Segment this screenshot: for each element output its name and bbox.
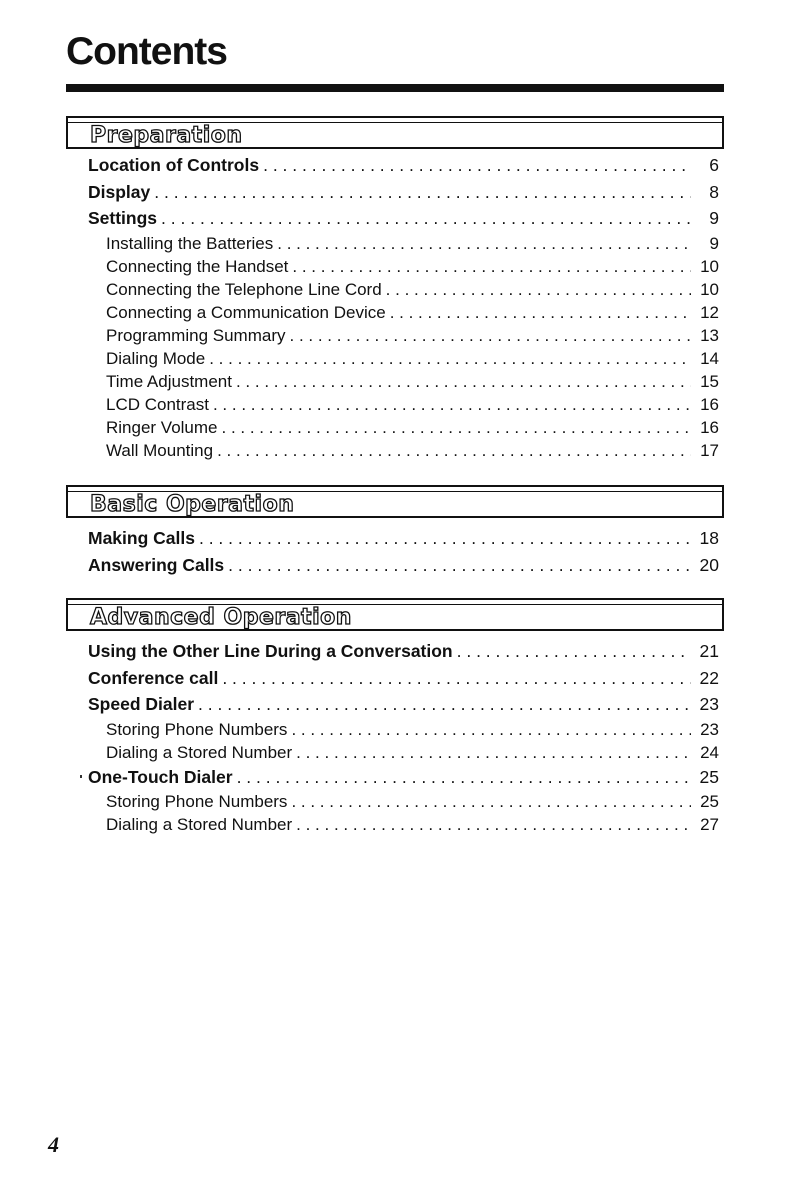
section-title: Basic Operation — [90, 492, 295, 517]
toc-entries — [66, 638, 724, 836]
toc-entry-label: Display — [88, 181, 151, 202]
toc-entry[interactable] — [88, 232, 719, 255]
toc-entry-page: 14 — [700, 348, 719, 368]
toc-entry[interactable] — [88, 393, 719, 416]
toc-entry-page: 18 — [699, 528, 719, 548]
section-header — [66, 598, 724, 631]
toc-entry-page: 10 — [700, 256, 719, 276]
leader-dots — [213, 393, 691, 416]
toc-entry[interactable] — [88, 255, 719, 278]
toc-entry-label: Installing the Batteries — [106, 233, 274, 253]
section-header — [66, 116, 724, 149]
toc-entry-label: Location of Controls — [88, 155, 260, 175]
leader-dots — [198, 691, 691, 718]
toc-entry-page: 13 — [700, 325, 719, 345]
leader-dots — [296, 813, 691, 836]
toc-entry-page: 15 — [700, 371, 719, 391]
toc-entry-label: Ringer Volume — [106, 417, 218, 437]
leader-dots — [292, 255, 691, 278]
leader-dots — [291, 790, 691, 813]
toc-entry[interactable] — [88, 179, 719, 206]
toc-entry-page: 23 — [699, 694, 719, 714]
section-title: Preparation — [90, 123, 243, 148]
toc-entry-label: Conference call — [88, 667, 219, 688]
toc-entry[interactable] — [88, 813, 719, 836]
toc-entry[interactable] — [88, 347, 719, 370]
toc-entry[interactable] — [88, 691, 719, 718]
toc-entries — [66, 525, 724, 578]
toc-entry-page: 10 — [700, 279, 719, 299]
leader-dots — [290, 324, 692, 347]
leader-dots — [390, 301, 691, 324]
toc-entry-label: Storing Phone Numbers — [106, 792, 288, 811]
toc-entry-label: One-Touch Dialer — [88, 766, 233, 787]
toc-entry-label: Wall Mounting — [106, 440, 214, 460]
leader-dots — [291, 718, 691, 741]
leader-dots — [237, 764, 691, 791]
toc-entry-label: Dialing a Stored Number — [106, 815, 293, 834]
toc-entry-page: 9 — [709, 233, 719, 253]
leader-dots — [209, 347, 691, 370]
toc-entry-label: Time Adjustment — [106, 371, 232, 391]
toc-entry-page: 21 — [699, 641, 719, 661]
scan-speck — [80, 775, 82, 778]
toc-entry-page: 9 — [709, 208, 719, 228]
toc-entry[interactable] — [88, 301, 719, 324]
toc-entry-label: Storing Phone Numbers — [106, 719, 288, 739]
toc-entry[interactable] — [88, 370, 719, 393]
toc-entry-page: 6 — [709, 155, 719, 175]
toc-entry-label: Speed Dialer — [88, 694, 195, 714]
toc-entry-label: Dialing Mode — [106, 348, 206, 368]
toc-entry-page: 12 — [700, 302, 719, 322]
toc-entry-label: Connecting the Telephone Line Cord — [106, 279, 382, 299]
toc-entry-label: Making Calls — [88, 528, 195, 548]
page-title: Contents — [66, 30, 227, 73]
toc-entry-page: 25 — [700, 792, 719, 811]
toc-entry-page: 25 — [699, 766, 719, 787]
toc-entry-page: 16 — [700, 417, 719, 437]
leader-dots — [277, 232, 691, 255]
toc-entry-label: LCD Contrast — [106, 394, 209, 414]
toc-entry[interactable] — [88, 416, 719, 439]
toc-entry-label: Using the Other Line During a Conversation — [88, 641, 453, 661]
toc-entry-page: 23 — [700, 719, 719, 739]
toc-entry-page: 27 — [700, 815, 719, 834]
toc-entry[interactable] — [88, 152, 719, 179]
toc-entry[interactable] — [88, 665, 719, 692]
toc-entry-label: Connecting the Handset — [106, 256, 289, 276]
leader-dots — [296, 741, 691, 764]
leader-dots — [199, 525, 691, 552]
toc-entry[interactable] — [88, 764, 719, 791]
toc-entry[interactable] — [88, 439, 719, 462]
toc-entry-page: 16 — [700, 394, 719, 414]
leader-dots — [386, 278, 691, 301]
leader-dots — [222, 665, 691, 692]
toc-entry-label: Settings — [88, 208, 158, 228]
toc-entry[interactable] — [88, 278, 719, 301]
leader-dots — [161, 205, 691, 232]
toc-entry-page: 24 — [700, 742, 719, 762]
page-number: 4 — [48, 1132, 59, 1157]
toc-entry-label: Answering Calls — [88, 554, 225, 575]
toc-entry-page: 8 — [709, 181, 719, 202]
section-advanced-operation — [66, 598, 724, 836]
section-preparation — [66, 116, 724, 462]
leader-dots — [154, 179, 691, 206]
section-title: Advanced Operation — [90, 605, 352, 630]
toc-entry-label: Dialing a Stored Number — [106, 742, 293, 762]
toc-entry[interactable] — [88, 324, 719, 347]
toc-entry[interactable] — [88, 205, 719, 232]
toc-entry[interactable] — [88, 741, 719, 764]
section-basic-operation — [66, 485, 724, 578]
toc-entry[interactable] — [88, 638, 719, 665]
toc-entry[interactable] — [88, 525, 719, 552]
leader-dots — [263, 152, 691, 179]
toc-entries — [66, 152, 724, 462]
leader-dots — [217, 439, 691, 462]
toc-entry[interactable] — [88, 552, 719, 579]
section-header — [66, 485, 724, 518]
toc-entry-label: Programming Summary — [106, 325, 286, 345]
toc-entry-page: 17 — [700, 440, 719, 460]
leader-dots — [228, 552, 691, 579]
toc-entry-page: 22 — [699, 667, 719, 688]
toc-entry[interactable] — [88, 790, 719, 813]
leader-dots — [457, 638, 691, 665]
leader-dots — [236, 370, 691, 393]
toc-entry[interactable] — [88, 718, 719, 741]
leader-dots — [222, 416, 691, 439]
toc-entry-page: 20 — [699, 554, 719, 575]
toc-entry-label: Connecting a Communication Device — [106, 302, 386, 322]
title-rule — [66, 84, 724, 92]
